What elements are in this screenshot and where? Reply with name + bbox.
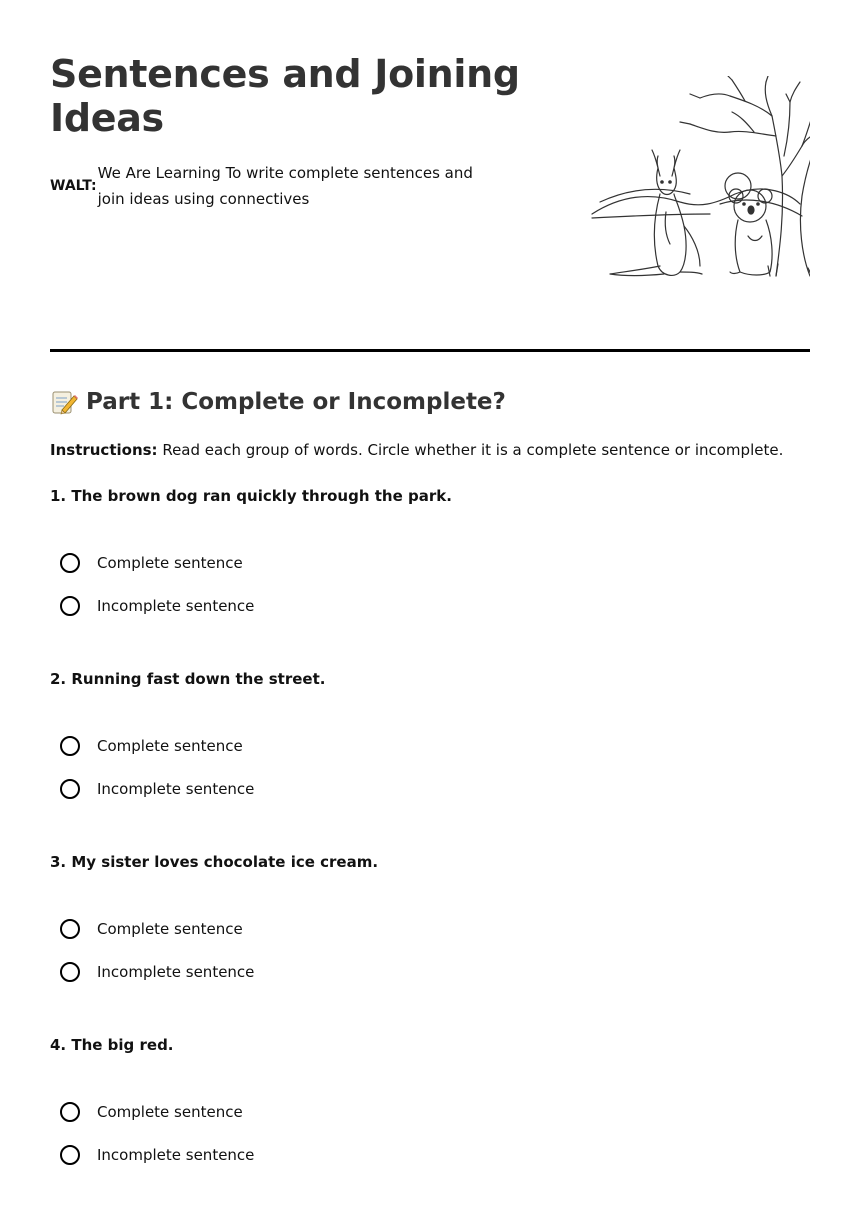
question-item: [50, 1034, 810, 1217]
option-label: Complete sentence: [97, 737, 243, 755]
option-label: Complete sentence: [97, 1103, 243, 1121]
memo-icon: [50, 388, 78, 416]
question-text: 2. Running fast down the street.: [50, 670, 326, 688]
option-complete[interactable]: [60, 552, 243, 574]
radio-circle-icon[interactable]: [60, 1145, 80, 1165]
option-incomplete[interactable]: [60, 778, 254, 800]
part1-title-text: Part 1: Complete or Incomplete?: [86, 389, 506, 415]
walt-block: [50, 160, 490, 212]
radio-circle-icon[interactable]: [60, 962, 80, 982]
option-incomplete[interactable]: [60, 595, 254, 617]
option-label: Complete sentence: [97, 554, 243, 572]
option-complete[interactable]: [60, 1101, 243, 1123]
walt-text: We Are Learning To write complete sentences and join ideas using connectives: [97, 164, 473, 208]
question-list: [50, 485, 810, 1217]
radio-circle-icon[interactable]: [60, 779, 80, 799]
instructions-label: Instructions:: [50, 441, 158, 459]
option-complete[interactable]: [60, 735, 243, 757]
option-complete[interactable]: [60, 918, 243, 940]
question-item: [50, 851, 810, 1034]
option-label: Incomplete sentence: [97, 1146, 255, 1164]
question-text: 1. The brown dog ran quickly through the park.: [50, 487, 452, 505]
option-incomplete[interactable]: [60, 1144, 254, 1166]
option-label: Complete sentence: [97, 920, 243, 938]
part1-title: [50, 388, 506, 416]
instructions-text: Read each group of words. Circle whether it is a complete sentence or incomplete.: [157, 441, 784, 459]
radio-circle-icon[interactable]: [60, 553, 80, 573]
section-divider: [50, 349, 810, 352]
radio-circle-icon[interactable]: [60, 596, 80, 616]
option-label: Incomplete sentence: [97, 963, 255, 981]
instructions: [50, 439, 783, 461]
option-label: Incomplete sentence: [97, 780, 255, 798]
question-item: [50, 668, 810, 851]
radio-circle-icon[interactable]: [60, 1102, 80, 1122]
kangaroo-koala-tree-icon: [540, 76, 810, 286]
radio-circle-icon[interactable]: [60, 919, 80, 939]
worksheet-page: [50, 0, 810, 1164]
question-item: [50, 485, 810, 668]
worksheet-header: [50, 0, 810, 459]
question-text: 4. The big red.: [50, 1036, 174, 1054]
page-title: Sentences and Joining Ideas: [50, 52, 520, 140]
option-incomplete[interactable]: [60, 961, 254, 983]
question-text: 3. My sister loves chocolate ice cream.: [50, 853, 379, 871]
walt-label: WALT:: [50, 178, 97, 194]
option-label: Incomplete sentence: [97, 597, 255, 615]
radio-circle-icon[interactable]: [60, 736, 80, 756]
